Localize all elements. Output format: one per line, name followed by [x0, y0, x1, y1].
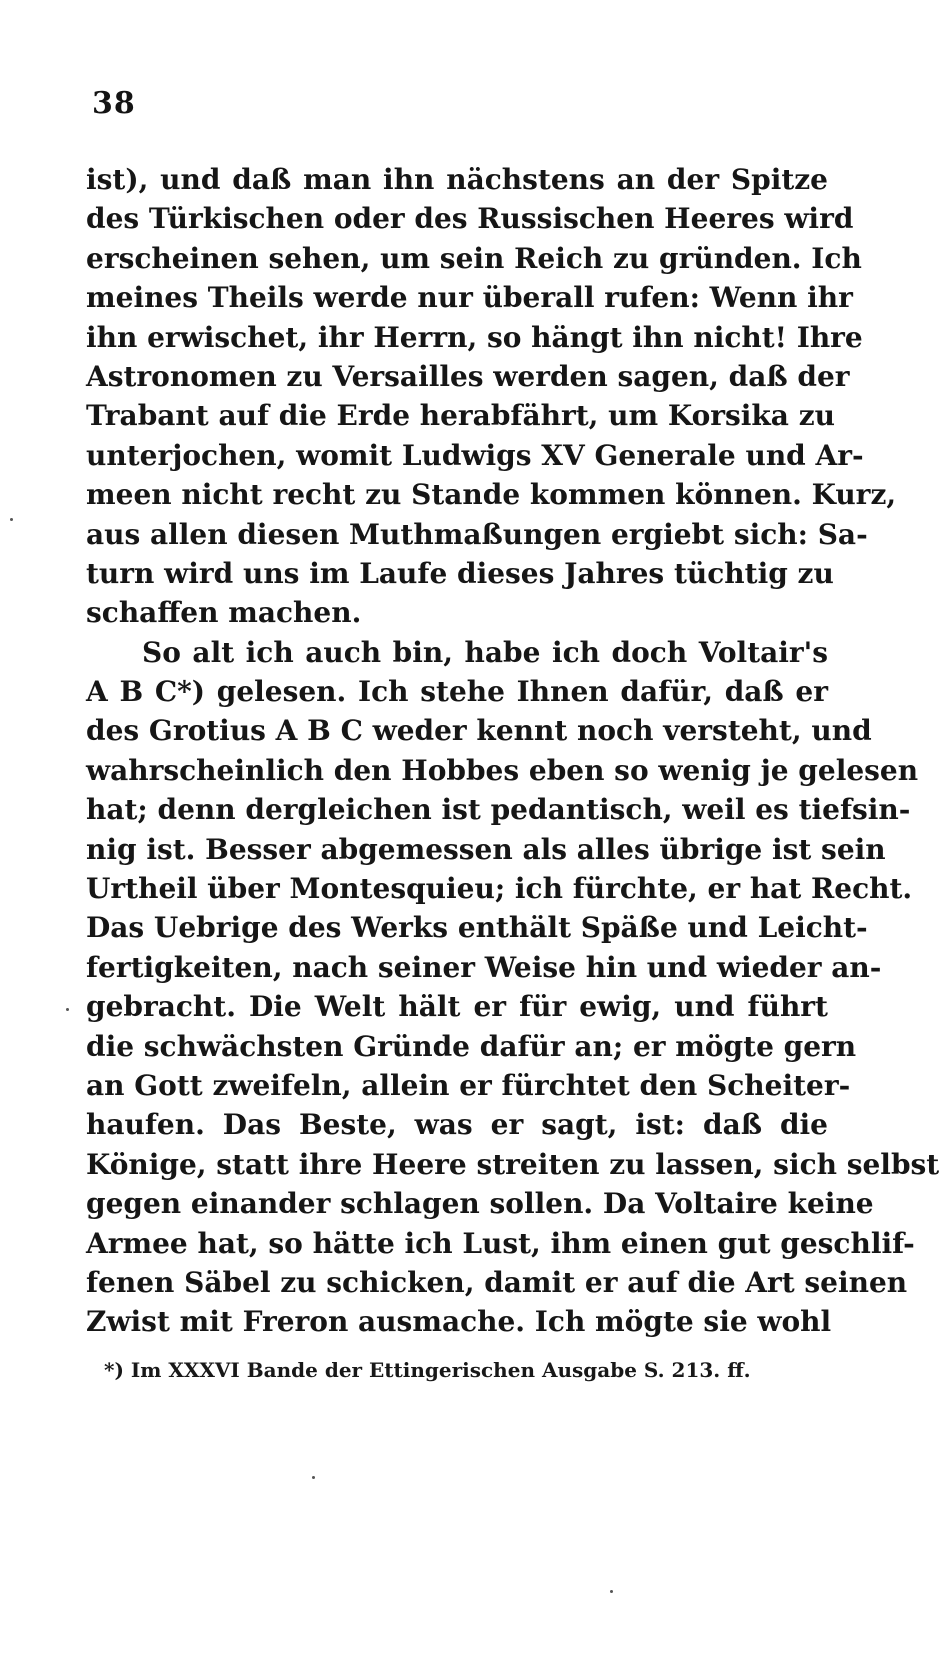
print-speck	[610, 1590, 613, 1593]
text-line: Das Uebrige des Werks enthält Späße und Leicht-	[86, 911, 868, 945]
text-line: hat; denn dergleichen ist pedantisch, weil es tiefsin-	[86, 793, 911, 827]
paragraph-2	[86, 633, 939, 1342]
print-speck	[312, 1476, 315, 1479]
paragraph-1	[86, 160, 897, 633]
text-line: unterjochen, womit Ludwigs XV Generale und Ar-	[86, 438, 864, 472]
text-line: nig ist. Besser abgemessen als alles übrige ist sein	[86, 832, 886, 866]
text-line: fertigkeiten, nach seiner Weise hin und wieder an-	[86, 950, 882, 984]
text-line: A B C*) gelesen. Ich stehe Ihnen dafür, daß er	[86, 675, 828, 709]
text-line: die schwächsten Gründe dafür an; er mögte gern	[86, 1029, 857, 1063]
text-line: ist), und daß man ihn nächstens an der Spitze	[86, 163, 828, 196]
text-line: aus allen diesen Muthmaßungen ergiebt sich: Sa-	[86, 517, 868, 551]
page-number: 38	[92, 86, 136, 121]
text-line: gebracht. Die Welt hält er für ewig, und führt	[86, 990, 828, 1024]
text-line: haufen. Das Beste, was er sagt, ist: daß die	[86, 1108, 828, 1142]
text-line: gegen einander schlagen sollen. Da Voltaire keine	[86, 1187, 874, 1221]
text-line: an Gott zweifeln, allein er fürchtet den Scheiter-	[86, 1068, 851, 1102]
text-line: Trabant auf die Erde herabfährt, um Korsika zu	[86, 399, 835, 433]
text-line: fenen Säbel zu schicken, damit er auf die Art seinen	[86, 1265, 908, 1299]
text-line: turn wird uns im Laufe dieses Jahres tüchtig zu	[86, 556, 834, 590]
body-text	[86, 160, 939, 1342]
text-line: Könige, statt ihre Heere streiten zu lassen, sich selbst	[86, 1147, 939, 1181]
text-line: meen nicht recht zu Stande kommen können. Kurz,	[86, 478, 897, 512]
text-line: Zwist mit Freron ausmache. Ich mögte sie wohl	[86, 1305, 832, 1339]
text-line: Armee hat, so hätte ich Lust, ihm einen gut geschlif-	[86, 1226, 915, 1260]
footnote: *) Im XXXVI Bande der Ettingerischen Ausgabe S. 213. ff.	[104, 1358, 751, 1382]
text-line: So alt ich auch bin, habe ich doch Voltair's	[142, 635, 828, 669]
text-line: schaffen machen.	[86, 596, 362, 630]
text-line: wahrscheinlich den Hobbes eben so wenig je gelesen	[86, 753, 919, 787]
text-line: meines Theils werde nur überall rufen: Wenn ihr	[86, 281, 853, 315]
text-line: erscheinen sehen, um sein Reich zu gründen. Ich	[86, 241, 862, 275]
print-speck	[66, 1008, 69, 1011]
text-line: Urtheil über Montesquieu; ich fürchte, er hat Recht.	[86, 872, 913, 906]
text-line: ihn erwischet, ihr Herrn, so hängt ihn nicht! Ihre	[86, 320, 863, 354]
text-line: des Grotius A B C weder kennt noch versteht, und	[86, 714, 872, 748]
text-line: des Türkischen oder des Russischen Heeres wird	[86, 202, 854, 236]
print-speck	[10, 518, 13, 521]
text-line: Astronomen zu Versailles werden sagen, daß der	[86, 359, 850, 393]
